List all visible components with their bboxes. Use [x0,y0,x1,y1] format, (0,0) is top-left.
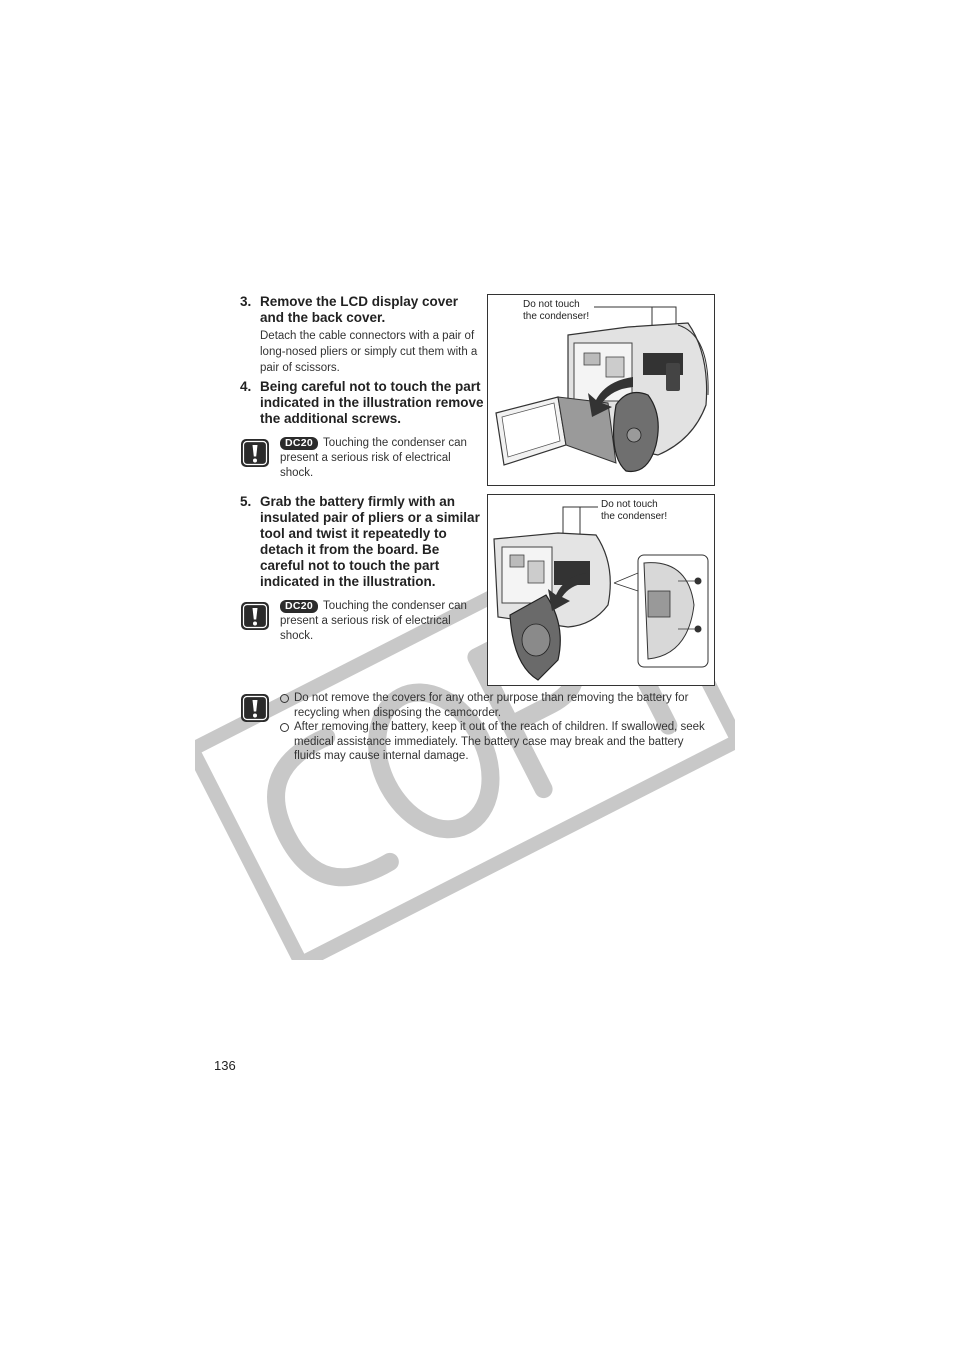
step-title: Remove the LCD display cover and the back cover. [260,294,459,325]
callout-line: the condenser! [601,511,668,522]
warning-message: Touching the condenser can present a serious risk of electrical shock. [280,437,467,479]
callout-line: Do not touch [601,499,658,510]
callout-line: Do not touch [523,299,580,310]
figure-battery-removal [487,494,715,686]
step-5 [240,494,485,590]
warning-icon [240,693,270,723]
step-title: Grab the battery firmly with an insulated pair of pliers or a similar tool and twist it repeatedly to detach it from the board. Be careful not to touch the part indicated in the illustration. [260,494,480,589]
step-4 [240,379,485,427]
warning-text [280,599,485,644]
dc20-badge: DC20 [280,600,318,613]
step-number: 3. [240,294,252,309]
dc20-badge: DC20 [280,437,318,450]
warning-icon [240,601,270,631]
step-title: Being careful not to touch the part indicated in the illustration remove the additional screws. [260,379,484,426]
circle-bullet-icon [280,694,289,703]
step-number: 5. [240,494,252,509]
step-3 [240,294,485,376]
battery-illustration [488,495,714,685]
circle-bullet-icon [280,723,289,732]
warning-icon [240,438,270,468]
note-item [280,691,710,720]
page-number: 136 [214,1058,236,1073]
warning-text [280,436,485,481]
figure-lcd-cover-removal [487,294,715,486]
warning-message: Touching the condenser can present a serious risk of electrical shock. [280,600,467,642]
camcorder-illustration [488,295,714,485]
step-description: Detach the cable connectors with a pair of long-nosed pliers or simply cut them with a pair of scissors. [260,330,478,374]
step-number: 4. [240,379,252,394]
note-text: Do not remove the covers for any other purpose than removing the battery for recycling when disposing the camcorder. [294,692,689,719]
notes-list [280,691,710,764]
callout-line: the condenser! [523,311,590,322]
note-item [280,720,710,764]
note-text: After removing the battery, keep it out of the reach of children. If swallowed, seek medical assistance immediately. The battery case may break and the battery fluids may cause internal damage. [294,721,705,762]
